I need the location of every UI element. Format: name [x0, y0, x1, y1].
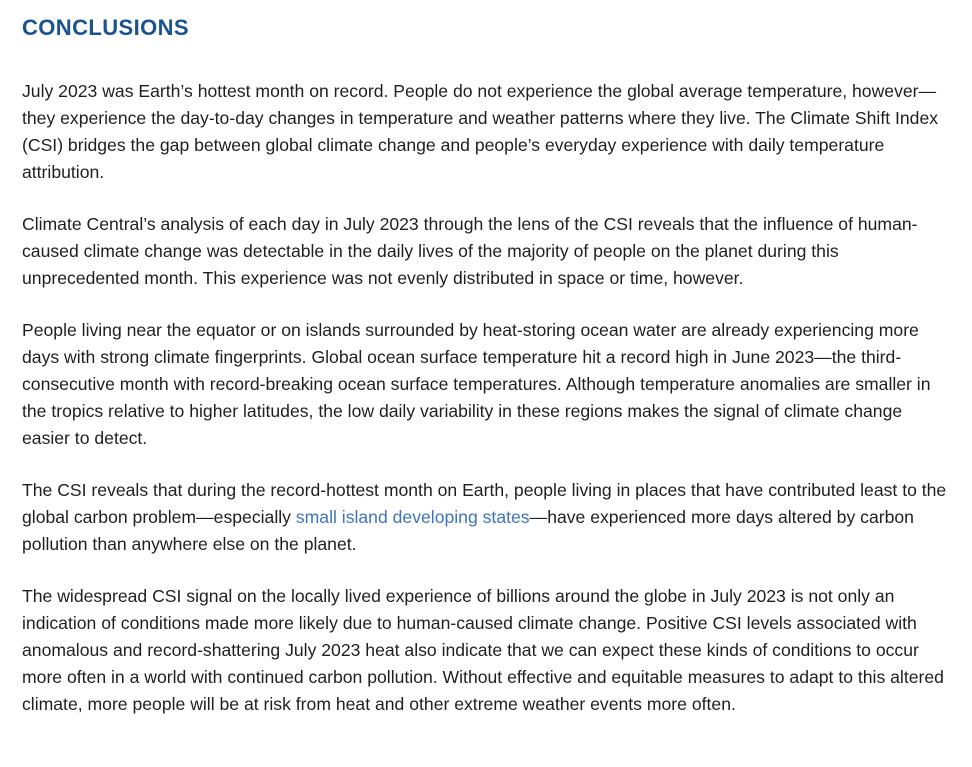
paragraph-3: People living near the equator or on islands surrounded by heat-storing ocean water are already experiencing more days with strong climate fingerprints. Global ocean surface temperature hit a record high in June 2023—the third-consecutive month with record-breaking ocean surface temperatures. Although temperature anomalies are smaller in the tropics relative to higher latitudes, the low daily variability in these regions makes the signal of climate change easier to detect.	[22, 320, 931, 448]
paragraph-2: Climate Central’s analysis of each day in July 2023 through the lens of the CSI reveals that the influence of human-caused climate change was detectable in the daily lives of the majority of people on the planet during this unprecedented month. This experience was not evenly distributed in space or time, however.	[22, 214, 918, 288]
small-island-developing-states-link[interactable]: small island developing states	[295, 507, 530, 527]
paragraph-1: July 2023 was Earth’s hottest month on record. People do not experience the global average temperature, however—they experience the day-to-day changes in temperature and weather patterns where they live. The Climate Shift Index (CSI) bridges the gap between global climate change and people’s everyday experience with daily temperature attribution.	[22, 81, 939, 182]
paragraph-4-text-after: —have experienced more days altered by carbon pollution than anywhere else on the planet.	[22, 507, 914, 554]
paragraph-5: The widespread CSI signal on the locally lived experience of billions around the globe in July 2023 is not only an indication of conditions made more likely due to human-caused climate change. Positive CSI levels associated with anomalous and record-shattering July 2023 heat also indicate that we can expect these kinds of conditions to occur more often in a world with continued carbon pollution. Without effective and equitable measures to adapt to this altered climate, more people will be at risk from heat and other extreme weather events more often.	[22, 586, 944, 714]
section-heading: CONCLUSIONS	[22, 15, 189, 40]
paragraph-4	[22, 477, 950, 558]
paragraph-4-text-before: The CSI reveals that during the record-hottest month on Earth, people living in places that have contributed least to the global carbon problem—especially	[22, 480, 947, 527]
